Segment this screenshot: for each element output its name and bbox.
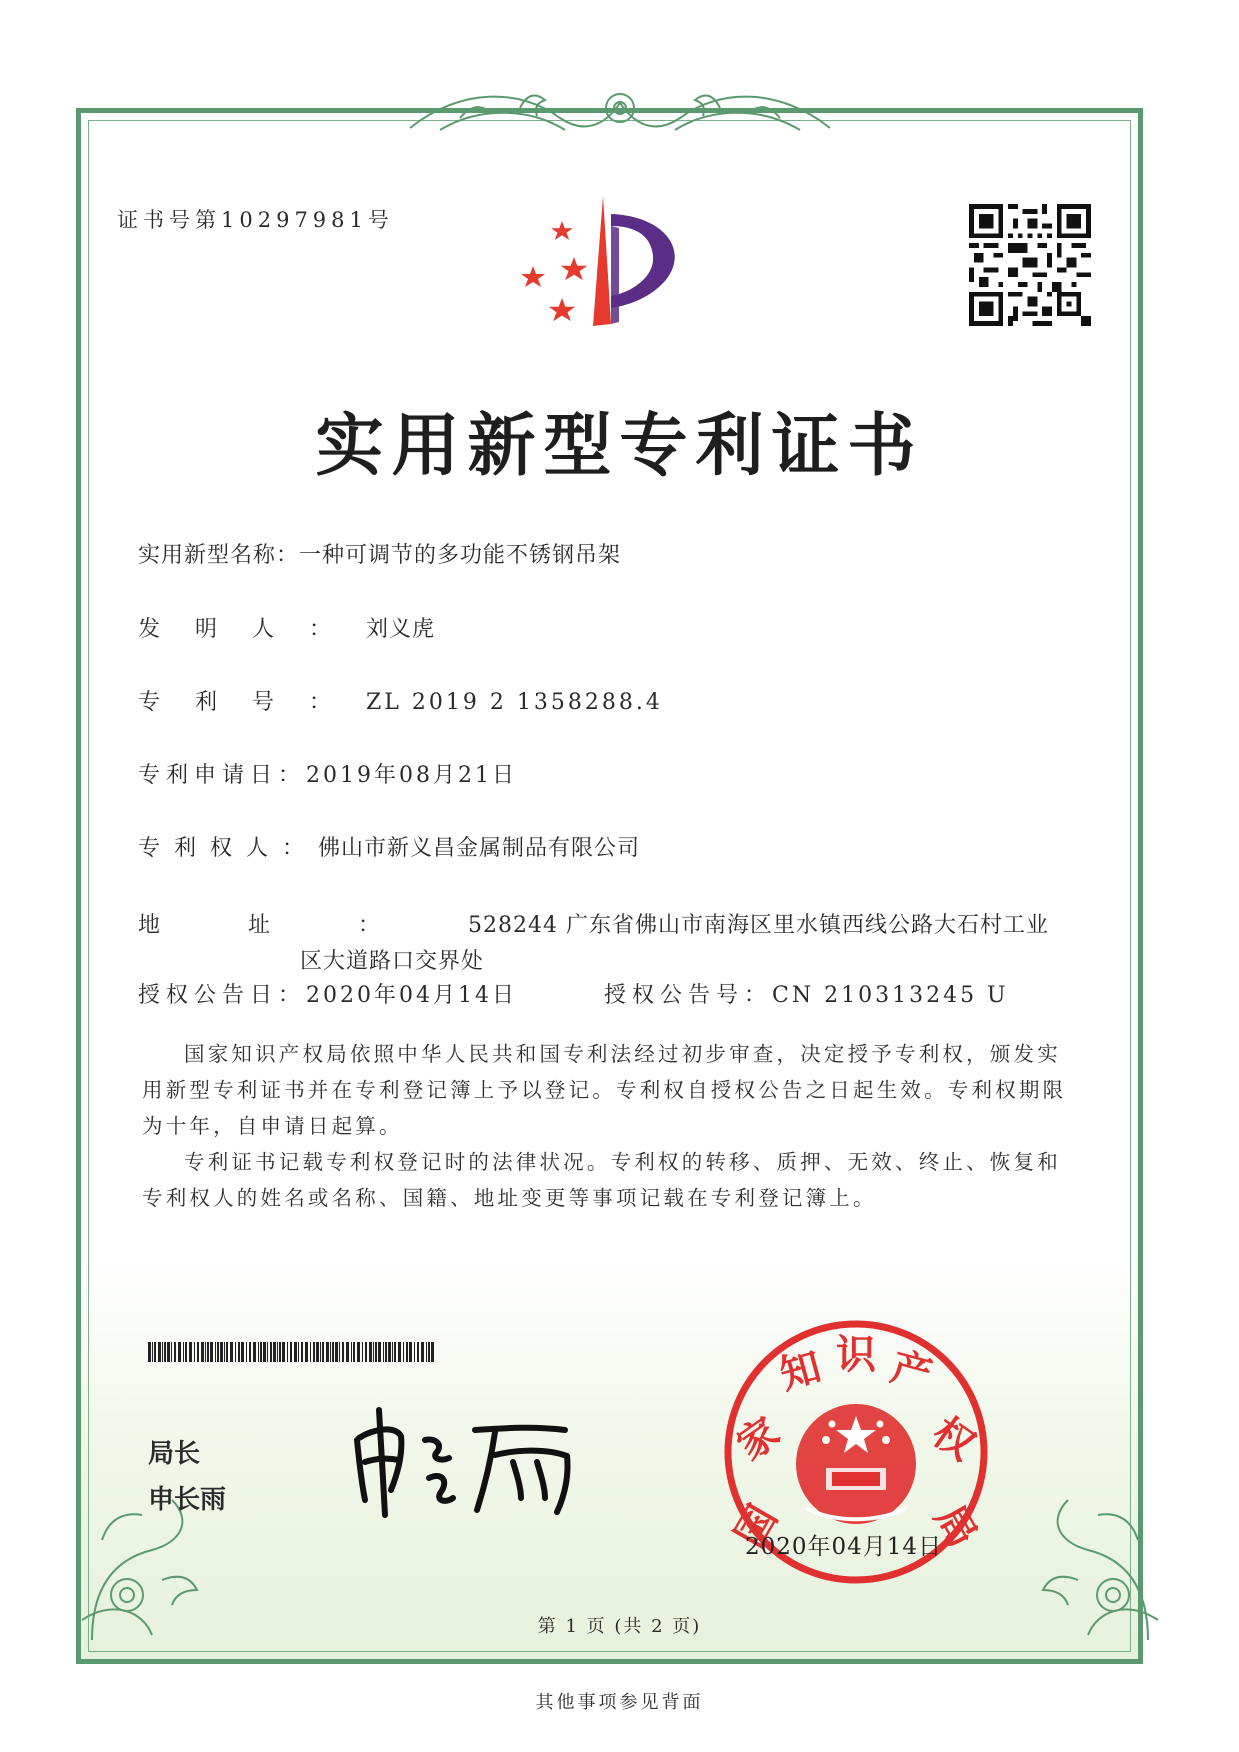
field-filing-date — [138, 758, 517, 789]
field-value-line2: 区大道路口交界处 — [300, 949, 485, 974]
field-value: CN 210313245 U — [772, 983, 1009, 1008]
svg-text:局: 局 — [925, 1497, 987, 1556]
svg-text:国: 国 — [725, 1497, 787, 1556]
field-label: 授权公告号： — [604, 983, 773, 1008]
back-side-note: 其他事项参见背面 — [535, 1692, 704, 1713]
field-value: 一种可调节的多功能不锈钢吊架 — [299, 543, 622, 568]
certificate-title: 实用新型专利证书 — [315, 406, 924, 486]
svg-text:产: 产 — [886, 1343, 937, 1399]
field-label: 授权公告日： — [138, 983, 307, 1008]
certificate-number: 证书号第10297981号 — [117, 208, 394, 232]
field-value: ZL 2019 2 1358288.4 — [366, 690, 663, 715]
field-label: 专利申请日： — [138, 763, 307, 788]
body-paragraph: 专利证书记载专利权登记时的法律状况。专利权的转移、质押、无效、终止、恢复和专利权人的姓名或名称、国籍、地址变更等事项记载在专利登记簿上。 — [142, 1150, 1061, 1210]
field-utility-model-name — [138, 538, 621, 569]
field-label: 专利权人： — [138, 836, 319, 861]
handwritten-signature-icon — [345, 1400, 605, 1520]
director-title: 局长 — [148, 1439, 201, 1469]
field-value: 2020年04月14日 — [306, 983, 517, 1008]
director-name: 申长雨 — [148, 1485, 227, 1515]
field-value: 528244 广东省佛山市南海区里水镇西线公路大石村工业 — [468, 913, 1049, 938]
svg-text:家: 家 — [728, 1408, 789, 1470]
body-paragraph: 国家知识产权局依照中华人民共和国专利法经过初步审查，决定授予专利权，颁发实用新型专利证书并在专利登记簿上予以登记。专利权自授权公告之日起生效。专利权期限为十年，自申请日起算。 — [142, 1042, 1067, 1138]
field-patent-number — [138, 685, 663, 716]
field-value: 2019年08月21日 — [306, 763, 517, 788]
field-grant-date — [138, 978, 517, 1009]
field-address — [138, 908, 1049, 974]
field-patentee — [138, 831, 640, 862]
field-grant-number — [604, 978, 1009, 1009]
page-number: 第 1 页 (共 2 页) — [537, 1616, 702, 1637]
field-label: 实用新型名称： — [138, 543, 300, 568]
svg-text:知: 知 — [775, 1343, 826, 1399]
qr-code-icon — [969, 204, 1091, 326]
field-inventor — [138, 612, 435, 643]
field-value: 佛山市新义昌金属制品有限公司 — [318, 836, 641, 861]
patent-office-logo-icon — [515, 196, 700, 346]
field-label: 发明人： — [138, 617, 367, 642]
svg-text:权: 权 — [923, 1408, 984, 1470]
seal-date: 2020年04月14日 — [745, 1534, 943, 1560]
barcode-icon — [148, 1342, 435, 1362]
field-label: 专利号： — [138, 690, 367, 715]
field-label: 地址： — [138, 913, 469, 938]
top-ornament-icon — [400, 78, 840, 148]
field-value: 刘义虎 — [366, 617, 436, 642]
svg-text:识: 识 — [836, 1331, 876, 1378]
